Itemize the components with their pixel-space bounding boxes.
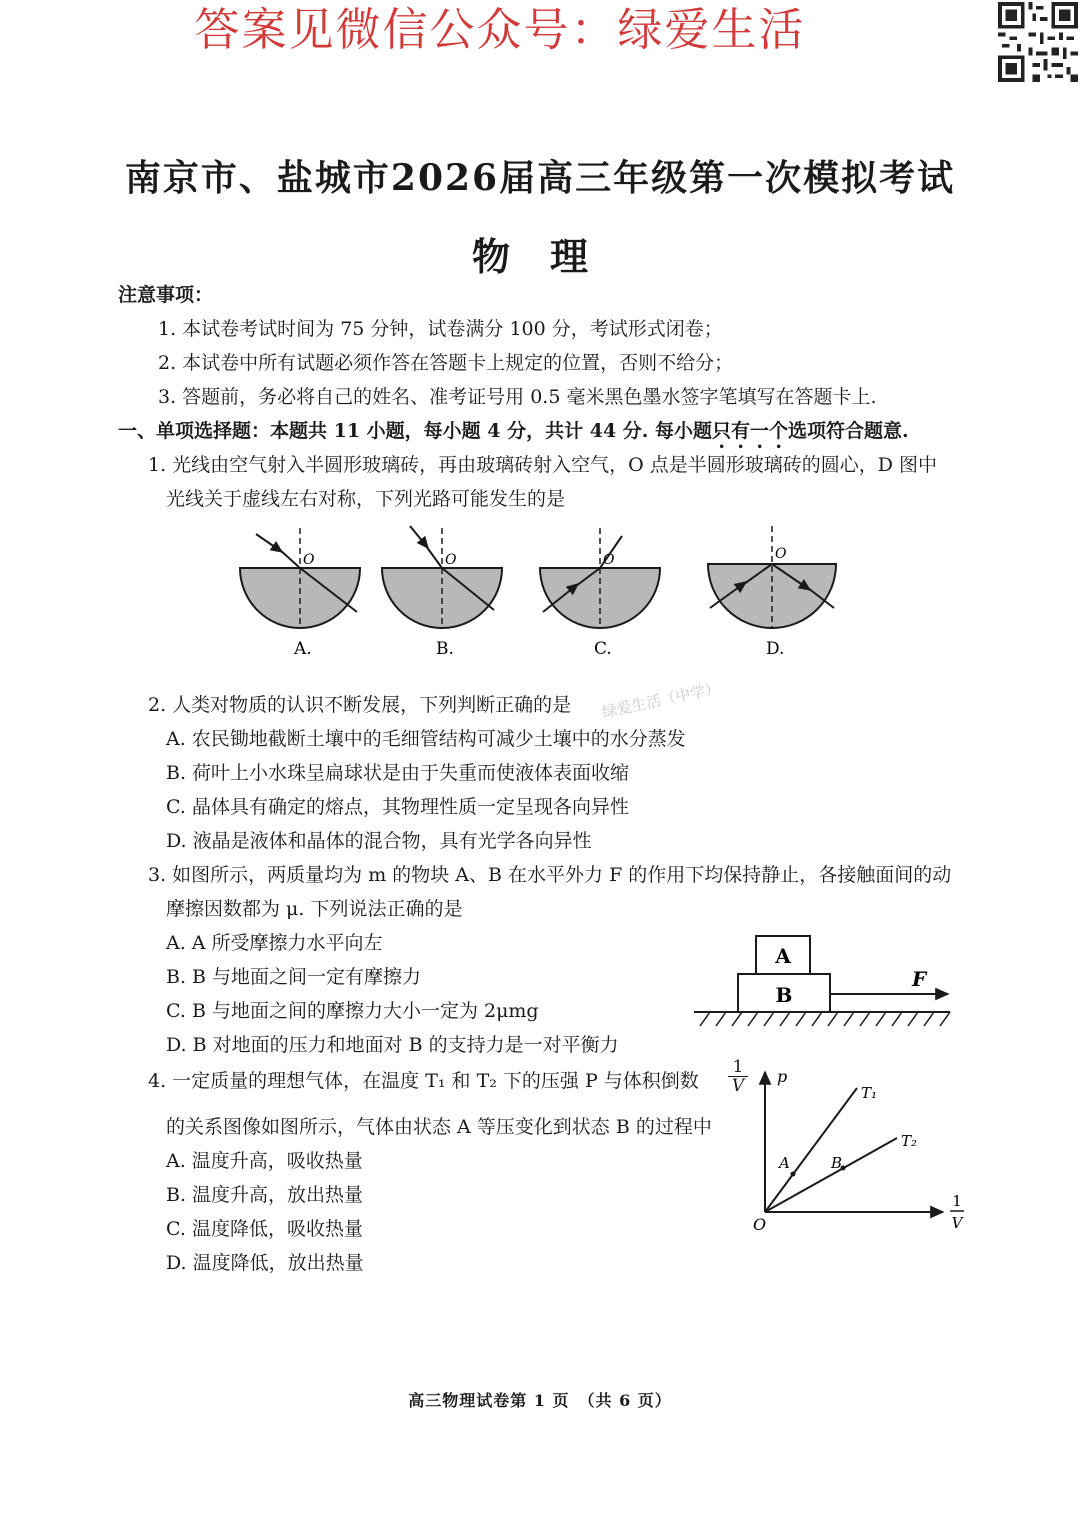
q1-point-o: O	[603, 552, 615, 568]
q1-point-o: O	[775, 546, 787, 562]
notice-item: 1. 本试卷考试时间为 75 分钟，试卷满分 100 分，考试形式闭卷；	[158, 318, 723, 340]
q4-option-d: D. 温度降低，放出热量	[166, 1252, 364, 1274]
state-a-point	[791, 1172, 796, 1177]
q2-option-b: B. 荷叶上小水珠呈扁球状是由于失重而使液体表面收缩	[166, 762, 630, 784]
q4-option-c: C. 温度降低，吸收热量	[166, 1218, 363, 1240]
isotherm-t1	[765, 1088, 857, 1212]
exam-title: 南京市、盐城市2026届高三年级第一次模拟考试	[124, 157, 956, 199]
section-heading-text: 一、单项选择题：本题共 11 小题，每小题 4 分，共计 44 分. 每小题	[118, 420, 713, 442]
q1-diagram-c	[540, 528, 660, 659]
block-a-label: A	[775, 944, 791, 968]
q1-point-o: O	[303, 552, 315, 568]
section-heading-emphasis: 只有一个	[712, 420, 789, 442]
q2-option-a: A. 农民锄地截断土壤中的毛细管结构可减少土壤中的水分蒸发	[166, 728, 686, 750]
q1-label-b: B.	[436, 639, 454, 659]
q1-diagram-b	[382, 526, 502, 659]
q3-option-d: D. B 对地面的压力和地面对 B 的支持力是一对平衡力	[166, 1034, 619, 1056]
force-label: F	[912, 967, 927, 991]
notice-item: 2. 本试卷中所有试题必须作答在答题卡上规定的位置，否则不给分；	[158, 352, 734, 374]
section-heading-text: 选项符合题意.	[788, 420, 909, 442]
origin-label: O	[753, 1215, 767, 1234]
q1-label-d: D.	[766, 639, 785, 659]
isotherm-t2	[765, 1138, 897, 1212]
q4-stem-text: 4. 一定质量的理想气体，在温度 T₁ 和 T₂ 下的压强 P 与体积倒数	[148, 1070, 699, 1092]
x-axis-label-den: V	[951, 1214, 963, 1232]
q3-option-b: B. B 与地面之间一定有摩擦力	[166, 966, 422, 988]
qr-code-icon	[998, 2, 1078, 82]
q1-stem: 1. 光线由空气射入半圆形玻璃砖，再由玻璃砖射入空气，O 点是半圆形玻璃砖的圆心，D 图中	[148, 454, 938, 476]
q1-label-c: C.	[594, 639, 612, 659]
q1-point-o: O	[445, 552, 457, 568]
point-a-label: A	[779, 1154, 790, 1172]
q1-label-a: A.	[294, 639, 312, 659]
t1-label: T₁	[861, 1084, 878, 1102]
notice-item: 3. 答题前，务必将自己的姓名、准考证号用 0.5 毫米黑色墨水签字笔填写在答题卡上.	[158, 386, 877, 408]
q4-fraction-den: V	[731, 1076, 745, 1096]
q3-stem: 摩擦因数都为 μ. 下列说法正确的是	[166, 898, 463, 920]
q2-option-d: D. 液晶是液体和晶体的混合物，具有光学各向异性	[166, 830, 592, 852]
q1-figure	[230, 520, 850, 660]
q1-stem: 光线关于虚线左右对称，下列光路可能发生的是	[166, 488, 566, 510]
q4-fraction-num: 1	[728, 1058, 748, 1077]
t2-label: T₂	[901, 1132, 918, 1150]
watermark: 绿爱生活（中学）	[600, 679, 722, 722]
q4-option-b: B. 温度升高，放出热量	[166, 1184, 364, 1206]
subject-title: 物理	[471, 234, 628, 279]
section-heading	[118, 418, 909, 453]
block-b-label: B	[775, 983, 793, 1007]
q2-stem: 2. 人类对物质的认识不断发展，下列判断正确的是	[148, 694, 572, 716]
q1-diagram-d	[708, 526, 836, 659]
q4-option-a: A. 温度升高，吸收热量	[166, 1150, 363, 1172]
q4-graph	[745, 1064, 975, 1240]
q1-diagram-a	[240, 528, 360, 659]
q3-figure	[690, 928, 960, 1033]
q4-stem	[148, 1068, 699, 1094]
q3-option-a: A. A 所受摩擦力水平向左	[166, 932, 383, 954]
q2-option-c: C. 晶体具有确定的熔点，其物理性质一定呈现各向异性	[166, 796, 629, 818]
ground-hatch	[700, 1012, 950, 1026]
notice-heading: 注意事项：	[118, 284, 214, 306]
promo-banner: 答案见微信公众号：绿爱生活	[194, 3, 806, 56]
page-footer: 高三物理试卷第 1 页 （共 6 页）	[408, 1391, 672, 1410]
x-axis-label-num: 1	[952, 1192, 962, 1210]
q3-option-c: C. B 与地面之间的摩擦力大小一定为 2μmg	[166, 1000, 539, 1022]
q3-stem: 3. 如图所示，两质量均为 m 的物块 A、B 在水平外力 F 的作用下均保持静止，各接触面间的动	[148, 864, 952, 886]
point-b-label: B	[831, 1154, 843, 1172]
y-axis-label: p	[777, 1067, 788, 1086]
q4-stem: 的关系图像如图所示，气体由状态 A 等压变化到状态 B 的过程中	[166, 1116, 712, 1138]
